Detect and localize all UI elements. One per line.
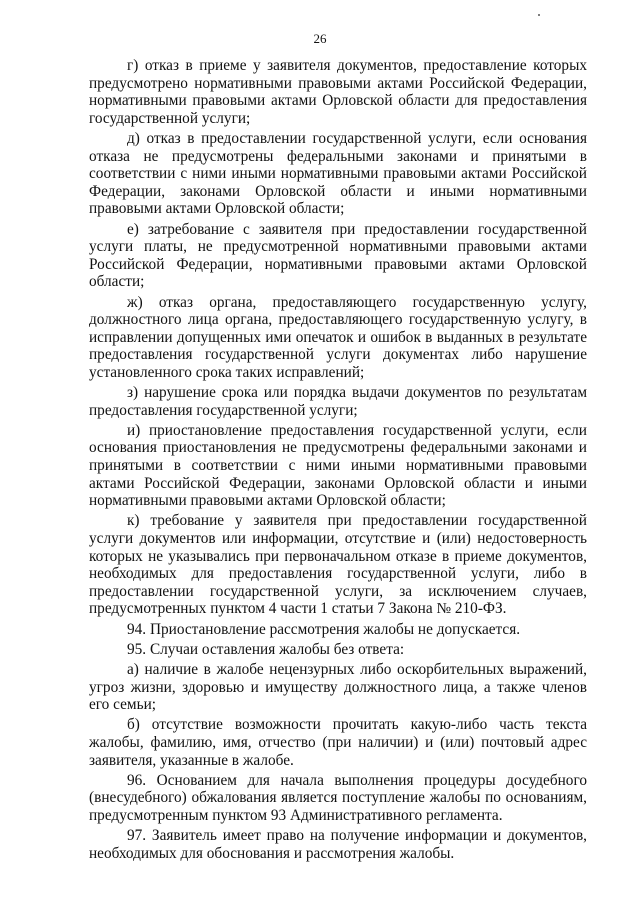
document-body bbox=[89, 57, 587, 865]
paragraph-96: 96. Основанием для начала выполнения процедуры досудебного (внесудебного) обжалования является поступление жалобы по основаниям, предусмотренным пунктом 93 Административного регламента. bbox=[89, 771, 587, 824]
scan-speck bbox=[538, 14, 540, 16]
paragraph-95: 95. Случаи оставления жалобы без ответа: bbox=[127, 640, 405, 658]
paragraph-95-a: а) наличие в жалобе нецензурных либо оскорбительных выражений, угроз жизни, здоровью и имуществу должностного лица, а также членов его семьи; bbox=[89, 660, 587, 714]
paragraph-d: д) отказ в предоставлении государственной услуги, если основания отказа не предусмотрены федеральными законами и принятыми в соответствии с ними иными нормативными правовыми актами Российской Федерации, законами Орловской области и иными нормативными правовыми актами Орловской области; bbox=[89, 129, 587, 218]
paragraph-94: 94. Приостановление рассмотрения жалобы не допускается. bbox=[127, 620, 521, 638]
paragraph-95-b: б) отсутствие возможности прочитать какую-либо часть текста жалобы, фамилию, имя, отчество (при наличии) и (или) почтовый адрес заявителя, указанные в жалобе. bbox=[89, 716, 587, 769]
paragraph-g: г) отказ в приеме у заявителя документов, предоставление которых предусмотрено нормативными правовыми актами Российской Федерации, нормативными правовыми актами Орловской области для предоставления государственной услуги; bbox=[89, 57, 587, 127]
paragraph-i: и) приостановление предоставления государственной услуги, если основания приостановления не предусмотрены федеральными законами и принятыми в соответствии с ними иными нормативными правовыми актами Российской Федерации, законами Орловской области и иными нормативными правовыми актами Орловской области; bbox=[89, 421, 587, 510]
paragraph-z: з) нарушение срока или порядка выдачи документов по результатам предоставления государственной услуги; bbox=[89, 384, 587, 419]
paragraph-k: к) требование у заявителя при предоставлении государственной услуги документов или информации, отсутствие и (или) недостоверность которых не указывались при первоначальном отказе в приеме документов, необходимых для предоставления государственной услуги, либо в предоставлении государственной услуги, за исключением случаев, предусмотренных пунктом 4 части 1 статьи 7 Закона № 210-ФЗ. bbox=[89, 512, 587, 618]
paragraph-97: 97. Заявитель имеет право на получение информации и документов, необходимых для обоснования и рассмотрения жалобы. bbox=[89, 827, 587, 862]
paragraph-zh: ж) отказ органа, предоставляющего государственную услугу, должностного лица органа, предоставляющего государственную услугу, в исправлении допущенных ими опечаток и ошибок в выданных в результате предоставления государственной услуги документах либо нарушение установленного срока таких исправлений; bbox=[89, 293, 587, 381]
paragraph-e: е) затребование с заявителя при предоставлении государственной услуги платы, не предусмотренной нормативными правовыми актами Российской Федерации, нормативными правовыми актами Орловской области; bbox=[89, 220, 587, 291]
page-number: 26 bbox=[313, 31, 327, 46]
